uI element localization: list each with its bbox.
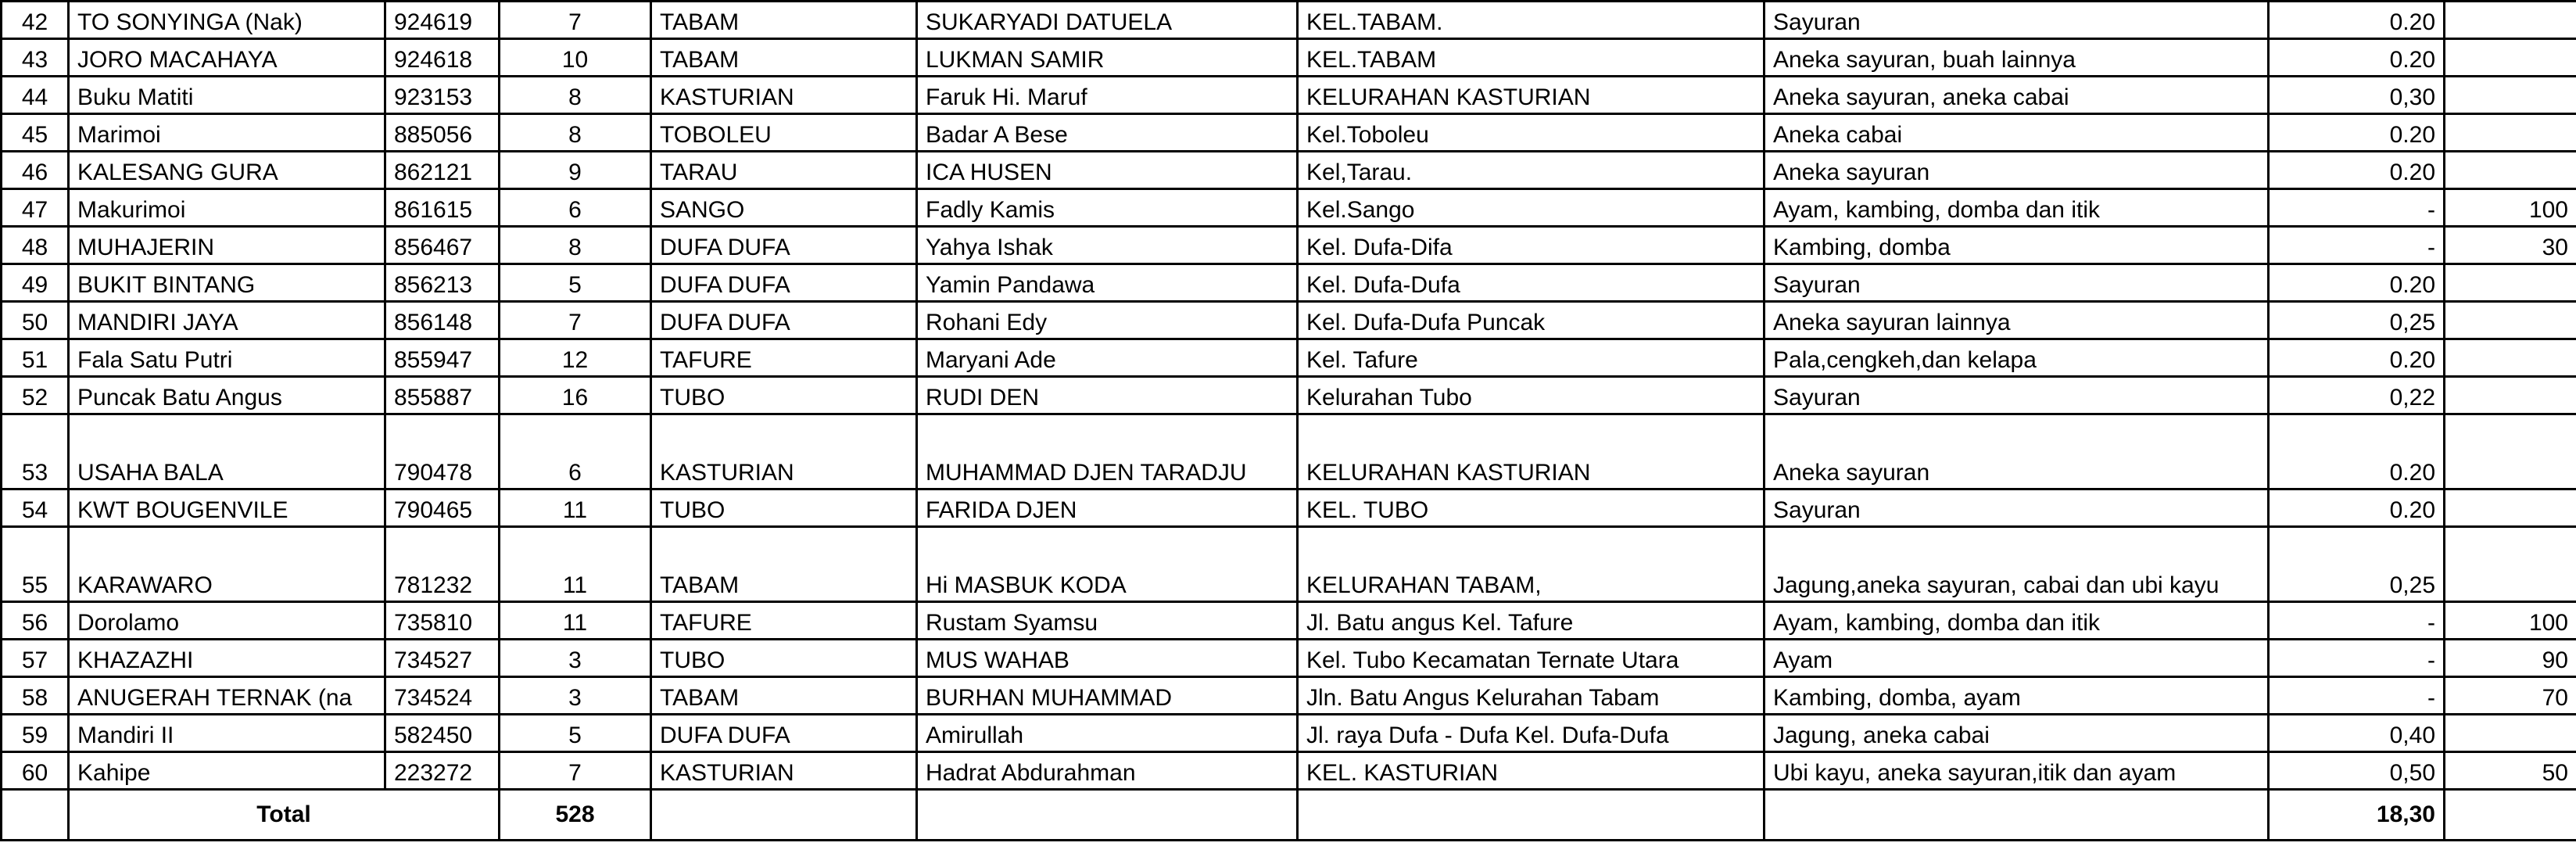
commodity-cell: Aneka sayuran lainnya: [1765, 302, 2269, 339]
village-cell: DUFA DUFA: [651, 715, 917, 752]
livestock-count-cell: [2445, 152, 2576, 189]
livestock-count-cell: [2445, 302, 2576, 339]
village-cell: KASTURIAN: [651, 414, 917, 489]
commodity-cell: Sayuran: [1765, 264, 2269, 302]
row-number-cell: 43: [2, 39, 69, 77]
livestock-count-cell: 100: [2445, 602, 2576, 640]
address-cell: Jl. Batu angus Kel. Tafure: [1298, 602, 1765, 640]
table-row: [2, 715, 2576, 752]
member-count-cell: 10: [500, 39, 651, 77]
village-cell: TUBO: [651, 489, 917, 527]
registration-code-cell: 885056: [385, 114, 500, 152]
row-number-cell: 48: [2, 227, 69, 264]
total-row: [2, 790, 2576, 841]
commodity-cell: Aneka sayuran: [1765, 152, 2269, 189]
land-area-cell: 0,30: [2269, 77, 2445, 114]
member-count-cell: 7: [500, 752, 651, 790]
livestock-count-cell: [2445, 715, 2576, 752]
address-cell: Kel. Tubo Kecamatan Ternate Utara: [1298, 640, 1765, 677]
address-cell: Kel. Dufa-Dufa: [1298, 264, 1765, 302]
leader-name-cell: Hadrat Abdurahman: [917, 752, 1298, 790]
row-number-cell: 44: [2, 77, 69, 114]
table-row: [2, 77, 2576, 114]
leader-name-cell: Yahya Ishak: [917, 227, 1298, 264]
table-body: [2, 2, 2576, 841]
registration-code-cell: 734527: [385, 640, 500, 677]
row-number-cell: 46: [2, 152, 69, 189]
leader-name-cell: MUHAMMAD DJEN TARADJU: [917, 414, 1298, 489]
village-cell: SANGO: [651, 189, 917, 227]
livestock-count-cell: [2445, 377, 2576, 414]
group-name-cell: Buku Matiti: [69, 77, 385, 114]
row-number-cell: 56: [2, 602, 69, 640]
land-area-cell: 0.20: [2269, 414, 2445, 489]
member-count-cell: 7: [500, 2, 651, 39]
total-blank-cell: [1765, 790, 2269, 841]
table-row: [2, 527, 2576, 602]
leader-name-cell: Faruk Hi. Maruf: [917, 77, 1298, 114]
livestock-count-cell: [2445, 339, 2576, 377]
row-number-cell: 60: [2, 752, 69, 790]
commodity-cell: Aneka cabai: [1765, 114, 2269, 152]
address-cell: KEL. TUBO: [1298, 489, 1765, 527]
village-cell: TABAM: [651, 527, 917, 602]
leader-name-cell: MUS WAHAB: [917, 640, 1298, 677]
livestock-count-cell: [2445, 264, 2576, 302]
address-cell: KEL. KASTURIAN: [1298, 752, 1765, 790]
group-name-cell: ANUGERAH TERNAK (na: [69, 677, 385, 715]
registration-code-cell: 735810: [385, 602, 500, 640]
member-count-cell: 11: [500, 527, 651, 602]
table-row: [2, 489, 2576, 527]
address-cell: Kel. Tafure: [1298, 339, 1765, 377]
group-name-cell: MANDIRI JAYA: [69, 302, 385, 339]
member-count-cell: 5: [500, 264, 651, 302]
leader-name-cell: Fadly Kamis: [917, 189, 1298, 227]
group-name-cell: MUHAJERIN: [69, 227, 385, 264]
village-cell: TABAM: [651, 677, 917, 715]
land-area-cell: -: [2269, 677, 2445, 715]
leader-name-cell: FARIDA DJEN: [917, 489, 1298, 527]
row-number-cell: 49: [2, 264, 69, 302]
group-name-cell: KALESANG GURA: [69, 152, 385, 189]
land-area-cell: 0.20: [2269, 339, 2445, 377]
total-area-cell: 18,30: [2269, 790, 2445, 841]
registration-code-cell: 734524: [385, 677, 500, 715]
livestock-count-cell: [2445, 39, 2576, 77]
total-blank-cell: [2445, 790, 2576, 841]
total-blank-cell: [1298, 790, 1765, 841]
livestock-count-cell: [2445, 527, 2576, 602]
row-number-cell: 45: [2, 114, 69, 152]
leader-name-cell: BURHAN MUHAMMAD: [917, 677, 1298, 715]
land-area-cell: 0.20: [2269, 264, 2445, 302]
group-name-cell: BUKIT BINTANG: [69, 264, 385, 302]
row-number-cell: 53: [2, 414, 69, 489]
row-number-cell: 55: [2, 527, 69, 602]
livestock-count-cell: 90: [2445, 640, 2576, 677]
row-number-cell: 51: [2, 339, 69, 377]
group-name-cell: KARAWARO: [69, 527, 385, 602]
livestock-count-cell: 30: [2445, 227, 2576, 264]
leader-name-cell: Hi MASBUK KODA: [917, 527, 1298, 602]
table-row: [2, 640, 2576, 677]
commodity-cell: Sayuran: [1765, 2, 2269, 39]
registration-code-cell: 856467: [385, 227, 500, 264]
address-cell: Kel.Sango: [1298, 189, 1765, 227]
group-name-cell: Kahipe: [69, 752, 385, 790]
address-cell: Jl. raya Dufa - Dufa Kel. Dufa-Dufa: [1298, 715, 1765, 752]
group-name-cell: Makurimoi: [69, 189, 385, 227]
member-count-cell: 3: [500, 677, 651, 715]
commodity-cell: Jagung, aneka cabai: [1765, 715, 2269, 752]
registration-code-cell: 856213: [385, 264, 500, 302]
registration-code-cell: 582450: [385, 715, 500, 752]
village-cell: KASTURIAN: [651, 752, 917, 790]
land-area-cell: 0,25: [2269, 302, 2445, 339]
registration-code-cell: 861615: [385, 189, 500, 227]
total-blank-cell: [917, 790, 1298, 841]
registration-code-cell: 790478: [385, 414, 500, 489]
address-cell: Kel. Dufa-Dufa Puncak: [1298, 302, 1765, 339]
table-row: [2, 602, 2576, 640]
livestock-count-cell: 50: [2445, 752, 2576, 790]
village-cell: TAFURE: [651, 602, 917, 640]
registration-code-cell: 856148: [385, 302, 500, 339]
address-cell: KELURAHAN KASTURIAN: [1298, 414, 1765, 489]
leader-name-cell: Rustam Syamsu: [917, 602, 1298, 640]
group-name-cell: USAHA BALA: [69, 414, 385, 489]
total-blank-cell: [651, 790, 917, 841]
village-cell: TUBO: [651, 640, 917, 677]
leader-name-cell: RUDI DEN: [917, 377, 1298, 414]
table-row: [2, 414, 2576, 489]
village-cell: TARAU: [651, 152, 917, 189]
land-area-cell: 0.20: [2269, 114, 2445, 152]
row-number-cell: 47: [2, 189, 69, 227]
commodity-cell: Aneka sayuran: [1765, 414, 2269, 489]
commodity-cell: Pala,cengkeh,dan kelapa: [1765, 339, 2269, 377]
village-cell: TOBOLEU: [651, 114, 917, 152]
land-area-cell: 0.20: [2269, 152, 2445, 189]
land-area-cell: 0,22: [2269, 377, 2445, 414]
member-count-cell: 8: [500, 77, 651, 114]
member-count-cell: 11: [500, 489, 651, 527]
village-cell: TAFURE: [651, 339, 917, 377]
group-name-cell: Marimoi: [69, 114, 385, 152]
row-number-cell: 52: [2, 377, 69, 414]
commodity-cell: Sayuran: [1765, 489, 2269, 527]
commodity-cell: Ayam, kambing, domba dan itik: [1765, 189, 2269, 227]
village-cell: TABAM: [651, 39, 917, 77]
address-cell: Kel.Toboleu: [1298, 114, 1765, 152]
member-count-cell: 8: [500, 114, 651, 152]
group-name-cell: Puncak Batu Angus: [69, 377, 385, 414]
livestock-count-cell: [2445, 414, 2576, 489]
total-label-cell: Total: [69, 790, 500, 841]
row-number-cell: 50: [2, 302, 69, 339]
registration-code-cell: 862121: [385, 152, 500, 189]
group-name-cell: KHAZAZHI: [69, 640, 385, 677]
commodity-cell: Aneka sayuran, buah lainnya: [1765, 39, 2269, 77]
village-cell: DUFA DUFA: [651, 227, 917, 264]
table-row: [2, 302, 2576, 339]
registration-code-cell: 923153: [385, 77, 500, 114]
land-area-cell: -: [2269, 640, 2445, 677]
row-number-cell: 59: [2, 715, 69, 752]
livestock-count-cell: [2445, 489, 2576, 527]
village-cell: TABAM: [651, 2, 917, 39]
group-name-cell: TO SONYINGA (Nak): [69, 2, 385, 39]
member-count-cell: 12: [500, 339, 651, 377]
member-count-cell: 6: [500, 414, 651, 489]
table-row: [2, 339, 2576, 377]
member-count-cell: 16: [500, 377, 651, 414]
group-name-cell: JORO MACAHAYA: [69, 39, 385, 77]
land-area-cell: 0,25: [2269, 527, 2445, 602]
table-row: [2, 227, 2576, 264]
commodity-cell: Kambing, domba, ayam: [1765, 677, 2269, 715]
commodity-cell: Sayuran: [1765, 377, 2269, 414]
member-count-cell: 7: [500, 302, 651, 339]
village-cell: TUBO: [651, 377, 917, 414]
address-cell: Kel. Dufa-Difa: [1298, 227, 1765, 264]
row-number-cell: 58: [2, 677, 69, 715]
table-row: [2, 752, 2576, 790]
address-cell: Kelurahan Tubo: [1298, 377, 1765, 414]
livestock-count-cell: [2445, 114, 2576, 152]
row-number-cell: 54: [2, 489, 69, 527]
group-name-cell: Dorolamo: [69, 602, 385, 640]
land-area-cell: 0.20: [2269, 2, 2445, 39]
village-cell: DUFA DUFA: [651, 264, 917, 302]
table-row: [2, 2, 2576, 39]
leader-name-cell: LUKMAN SAMIR: [917, 39, 1298, 77]
registration-code-cell: 781232: [385, 527, 500, 602]
leader-name-cell: ICA HUSEN: [917, 152, 1298, 189]
address-cell: KEL.TABAM: [1298, 39, 1765, 77]
leader-name-cell: Maryani Ade: [917, 339, 1298, 377]
member-count-cell: 6: [500, 189, 651, 227]
member-count-cell: 11: [500, 602, 651, 640]
land-area-cell: 0.20: [2269, 39, 2445, 77]
address-cell: KELURAHAN KASTURIAN: [1298, 77, 1765, 114]
table-row: [2, 114, 2576, 152]
group-name-cell: KWT BOUGENVILE: [69, 489, 385, 527]
registration-code-cell: 855947: [385, 339, 500, 377]
group-name-cell: Fala Satu Putri: [69, 339, 385, 377]
member-count-cell: 5: [500, 715, 651, 752]
member-count-cell: 8: [500, 227, 651, 264]
address-cell: KELURAHAN TABAM,: [1298, 527, 1765, 602]
livestock-count-cell: [2445, 2, 2576, 39]
table-row: [2, 677, 2576, 715]
registration-code-cell: 924618: [385, 39, 500, 77]
leader-name-cell: Rohani Edy: [917, 302, 1298, 339]
table-row: [2, 189, 2576, 227]
row-number-cell: 42: [2, 2, 69, 39]
address-cell: KEL.TABAM.: [1298, 2, 1765, 39]
table-row: [2, 39, 2576, 77]
commodity-cell: Ayam: [1765, 640, 2269, 677]
registration-code-cell: 790465: [385, 489, 500, 527]
registration-code-cell: 855887: [385, 377, 500, 414]
land-area-cell: 0,40: [2269, 715, 2445, 752]
table-row: [2, 264, 2576, 302]
commodity-cell: Kambing, domba: [1765, 227, 2269, 264]
registration-code-cell: 924619: [385, 2, 500, 39]
livestock-count-cell: 100: [2445, 189, 2576, 227]
row-number-cell: 57: [2, 640, 69, 677]
leader-name-cell: SUKARYADI DATUELA: [917, 2, 1298, 39]
registration-code-cell: 223272: [385, 752, 500, 790]
total-count-cell: 528: [500, 790, 651, 841]
land-area-cell: 0.20: [2269, 489, 2445, 527]
land-area-cell: -: [2269, 189, 2445, 227]
member-count-cell: 3: [500, 640, 651, 677]
land-area-cell: -: [2269, 602, 2445, 640]
group-name-cell: Mandiri II: [69, 715, 385, 752]
commodity-cell: Aneka sayuran, aneka cabai: [1765, 77, 2269, 114]
village-cell: DUFA DUFA: [651, 302, 917, 339]
address-cell: Jln. Batu Angus Kelurahan Tabam: [1298, 677, 1765, 715]
address-cell: Kel,Tarau.: [1298, 152, 1765, 189]
land-area-cell: 0,50: [2269, 752, 2445, 790]
leader-name-cell: Yamin Pandawa: [917, 264, 1298, 302]
commodity-cell: Jagung,aneka sayuran, cabai dan ubi kayu: [1765, 527, 2269, 602]
commodity-cell: Ayam, kambing, domba dan itik: [1765, 602, 2269, 640]
livestock-count-cell: [2445, 77, 2576, 114]
table-row: [2, 377, 2576, 414]
member-count-cell: 9: [500, 152, 651, 189]
leader-name-cell: Amirullah: [917, 715, 1298, 752]
land-area-cell: -: [2269, 227, 2445, 264]
leader-name-cell: Badar A Bese: [917, 114, 1298, 152]
livestock-count-cell: 70: [2445, 677, 2576, 715]
village-cell: KASTURIAN: [651, 77, 917, 114]
table-row: [2, 152, 2576, 189]
total-blank-cell: [2, 790, 69, 841]
commodity-cell: Ubi kayu, aneka sayuran,itik dan ayam: [1765, 752, 2269, 790]
